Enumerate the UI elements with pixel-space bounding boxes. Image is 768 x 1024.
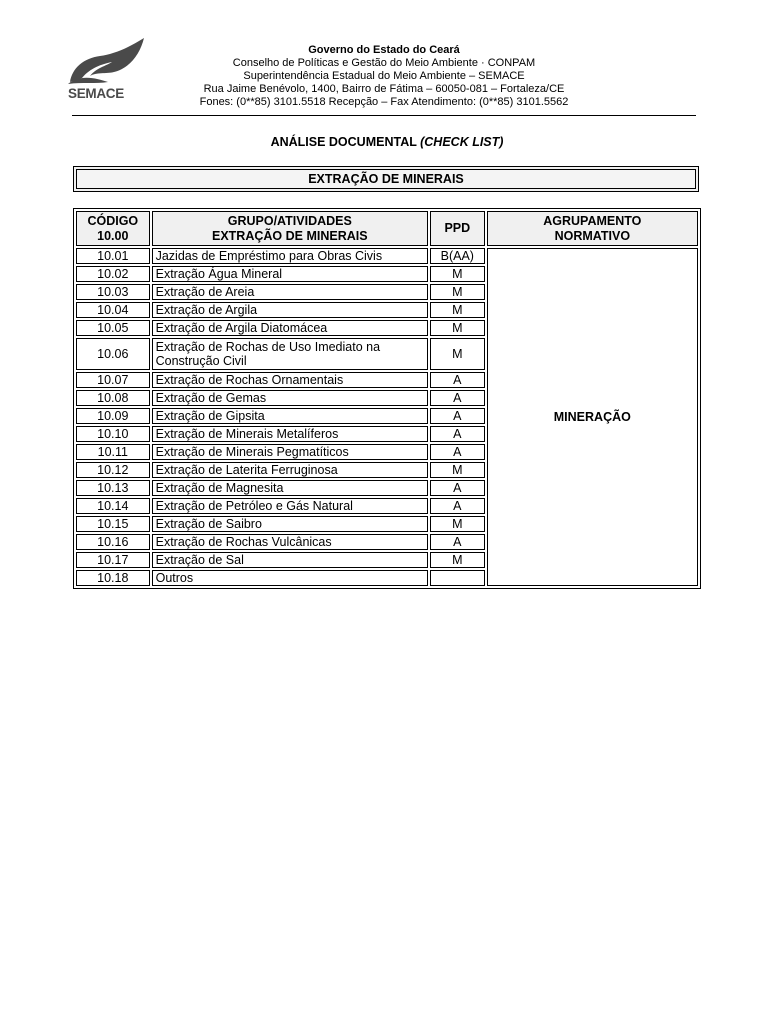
activity-code: 10.02 <box>76 266 150 282</box>
ppd-value: A <box>430 426 485 442</box>
activity-name: Extração de Magnesita <box>152 480 428 496</box>
ppd-value: M <box>430 516 485 532</box>
document-title <box>72 135 702 149</box>
phones: Fones: (0**85) 3101.5518 Recepção – Fax Atendimento: (0**85) 3101.5562 <box>199 96 569 108</box>
section-heading-box <box>73 166 699 192</box>
activity-code: 10.01 <box>76 248 150 264</box>
activity-code: 10.06 <box>76 338 150 370</box>
ppd-value: M <box>430 462 485 478</box>
address: Rua Jaime Benévolo, 1400, Bairro de Fátima – 60050-081 – Fortaleza/CE <box>203 83 565 95</box>
ppd-value: M <box>430 338 485 370</box>
activity-code: 10.17 <box>76 552 150 568</box>
activity-name: Extração de Sal <box>152 552 428 568</box>
activity-name: Extração de Gipsita <box>152 408 428 424</box>
activity-name: Extração de Rochas Vulcânicas <box>152 534 428 550</box>
activity-code: 10.03 <box>76 284 150 300</box>
ppd-value: A <box>430 444 485 460</box>
activity-name: Outros <box>152 570 428 586</box>
activity-name: Extração de Petróleo e Gás Natural <box>152 498 428 514</box>
code-header: CÓDIGO 10.00 <box>76 211 150 246</box>
activity-code: 10.16 <box>76 534 150 550</box>
table-row <box>76 248 698 264</box>
activity-name: Extração de Minerais Metalíferos <box>152 426 428 442</box>
activity-code: 10.10 <box>76 426 150 442</box>
ppd-value: A <box>430 408 485 424</box>
header-divider <box>72 115 696 116</box>
ppd-value: A <box>430 390 485 406</box>
ppd-value: B(AA) <box>430 248 485 264</box>
logo-text: SEMACE <box>68 86 124 101</box>
activity-code: 10.14 <box>76 498 150 514</box>
activity-name: Extração de Gemas <box>152 390 428 406</box>
activity-name: Extração Água Mineral <box>152 266 428 282</box>
ppd-value: A <box>430 480 485 496</box>
activity-code: 10.05 <box>76 320 150 336</box>
ppd-value <box>430 570 485 586</box>
activity-name: Extração de Minerais Pegmatíticos <box>152 444 428 460</box>
activity-code: 10.09 <box>76 408 150 424</box>
activity-name: Extração de Saibro <box>152 516 428 532</box>
ppd-value: A <box>430 372 485 388</box>
ppd-value: M <box>430 284 485 300</box>
activity-name: Extração de Argila <box>152 302 428 318</box>
activity-name: Extração de Areia <box>152 284 428 300</box>
activity-code: 10.07 <box>76 372 150 388</box>
ppd-value: M <box>430 266 485 282</box>
ppd-value: M <box>430 302 485 318</box>
activity-code: 10.15 <box>76 516 150 532</box>
activity-name: Jazidas de Empréstimo para Obras Civis <box>152 248 428 264</box>
activity-name: Extração de Argila Diatomácea <box>152 320 428 336</box>
activity-name: Extração de Laterita Ferruginosa <box>152 462 428 478</box>
section-heading: EXTRAÇÃO DE MINERAIS <box>76 169 696 189</box>
activity-code: 10.12 <box>76 462 150 478</box>
letterhead <box>150 44 618 109</box>
government-name: Governo do Estado do Ceará <box>308 44 460 56</box>
table-header-row <box>76 211 698 246</box>
activity-code: 10.18 <box>76 570 150 586</box>
council-name: Conselho de Políticas e Gestão do Meio Ambiente · CONPAM <box>232 57 536 69</box>
activity-code: 10.08 <box>76 390 150 406</box>
group-header: GRUPO/ATIVIDADES EXTRAÇÃO DE MINERAIS <box>152 211 428 246</box>
grouping-header: AGRUPAMENTO NORMATIVO <box>487 211 698 246</box>
activities-table <box>73 208 701 589</box>
ppd-value: A <box>430 534 485 550</box>
agency-name: Superintendência Estadual do Meio Ambiente – SEMACE <box>243 70 525 82</box>
ppd-value: M <box>430 552 485 568</box>
ppd-value: M <box>430 320 485 336</box>
grouping-value: MINERAÇÃO <box>487 248 698 586</box>
activity-name: Extração de Rochas de Uso Imediato na Construção Civil <box>152 338 428 370</box>
activity-code: 10.04 <box>76 302 150 318</box>
document-title-italic: (CHECK LIST) <box>420 135 504 149</box>
ppd-value: A <box>430 498 485 514</box>
document-title-main: ANÁLISE DOCUMENTAL <box>270 135 421 149</box>
activity-name: Extração de Rochas Ornamentais <box>152 372 428 388</box>
activity-code: 10.11 <box>76 444 150 460</box>
semace-logo <box>66 38 146 104</box>
leaf-bird-icon <box>66 38 146 88</box>
activity-code: 10.13 <box>76 480 150 496</box>
ppd-header: PPD <box>430 211 485 246</box>
